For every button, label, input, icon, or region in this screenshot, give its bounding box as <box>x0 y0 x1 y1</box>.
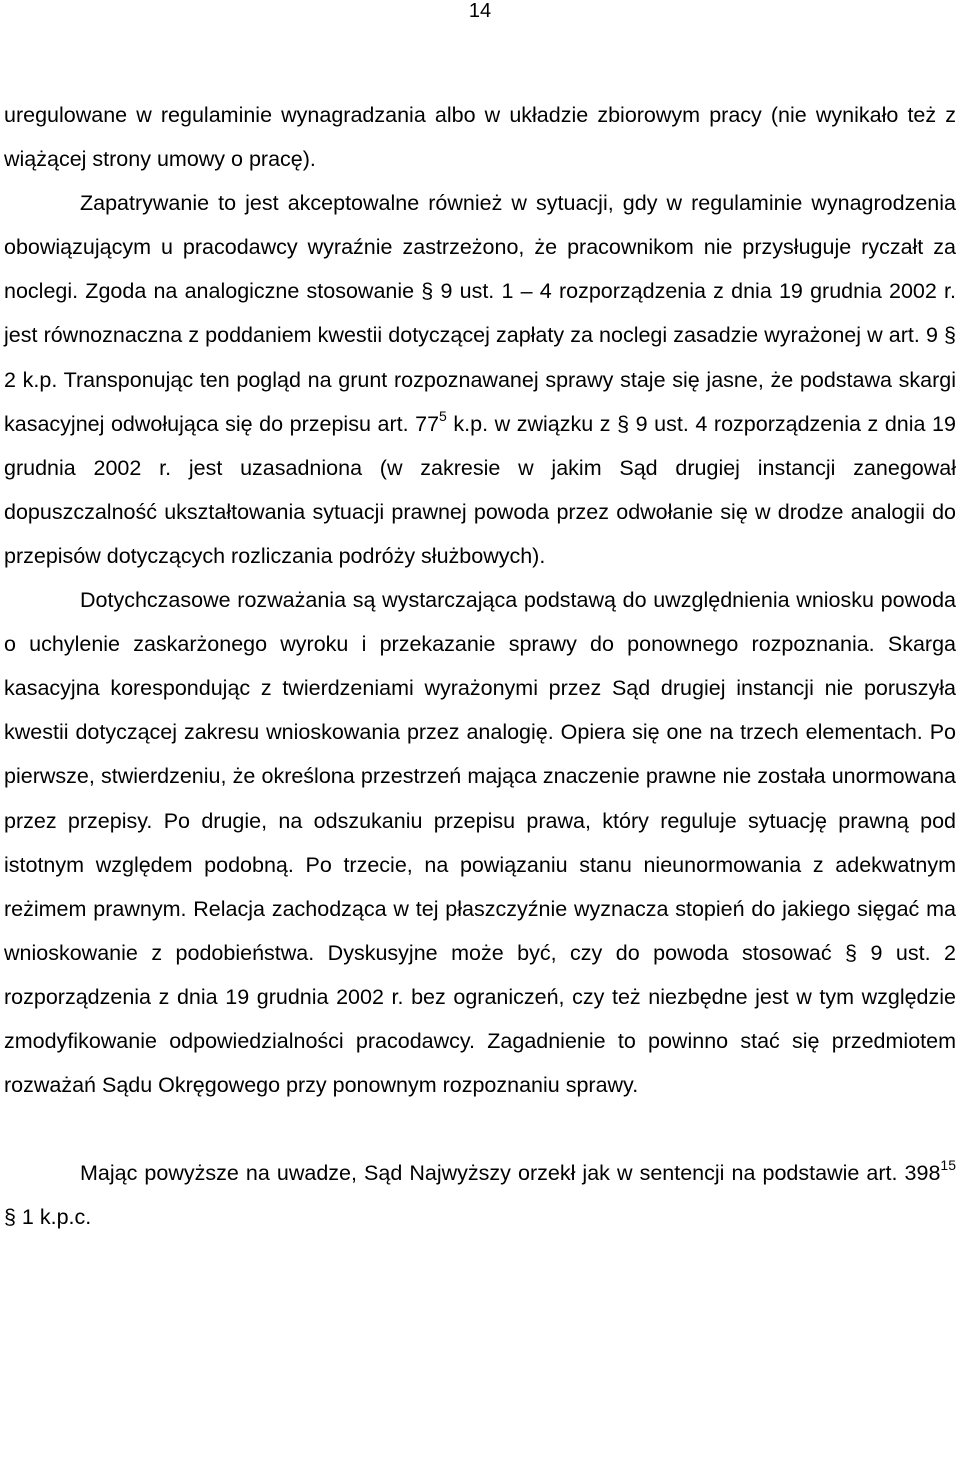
paragraph-3 <box>4 578 956 1107</box>
page-number: 14 <box>468 0 492 22</box>
paragraph-text: Zapatrywanie to jest akceptowalne również w sytuacji, gdy w regulaminie wynagrodzenia obowiązującym u pracodawcy wyraźnie zastrzeżono, że pracownikom nie przysługuje ryczałt za noclegi. Zgoda na analogiczne stosowanie § 9 ust. 1 – 4 rozporządzenia z dnia 19 grudnia 2002 r. jest równoznaczna z poddaniem kwestii dotyczącej zapłaty za noclegi zasadzie wyrażonej w art. 9 § 2 k.p. Transponując ten pogląd na grunt rozpoznawanej sprawy staje się jasne, że podstawa skargi kasacyjnej odwołująca się do przepisu art. 77 <box>4 191 956 436</box>
paragraph-text: k.p. w związku z § 9 ust. 4 rozporządzenia z dnia 19 grudnia 2002 r. jest uzasadniona (w zakresie w jakim Sąd drugiej instancji zanegował dopuszczalność ukształtowania sytuacji prawnej powoda przez odwołanie się w drodze analogii do przepisów dotyczących rozliczania podróży służbowych). <box>4 411 956 568</box>
paragraph-text: uregulowane w regulaminie wynagradzania albo w układzie zbiorowym pracy (nie wynikało też z wiążącej strony umowy o pracę). <box>4 103 956 172</box>
paragraph-4 <box>4 1151 956 1239</box>
superscript: 15 <box>940 1157 956 1174</box>
paragraph-text: Dotychczasowe rozważania są wystarczająca podstawą do uwzględnienia wniosku powoda o uchylenie zaskarżonego wyroku i przekazanie sprawy do ponownego rozpoznania. Skarga kasacyjna korespondując z twierdzeniami wyrażonymi przez Sąd drugiej instancji nie poruszyła kwestii dotyczącej zakresu wnioskowania przez analogię. Opiera się one na trzech elementach. Po pierwsze, stwierdzeniu, że określona przestrzeń mająca znaczenie prawne nie została unormowana przez przepisy. Po drugie, na odszukaniu przepisu prawa, który reguluje sytuację prawną pod istotnym względem podobną. Po trzecie, na powiązaniu stanu nieunormowania z adekwatnym reżimem prawnym. Relacja zachodząca w tej płaszczyźnie wyznacza stopień do jakiego sięgać ma wnioskowanie z podobieństwa. Dyskusyjne może być, czy do powoda stosować § 9 ust. 2 rozporządzenia z dnia 19 grudnia 2002 r. bez ograniczeń, czy też niezbędne jest w tym względzie zmodyfikowanie odpowiedzialności pracodawcy. Zagadnienie to powinno stać się przedmiotem rozważań Sądu Okręgowego przy ponownym rozpoznaniu sprawy. <box>4 588 956 1098</box>
document-body <box>4 93 956 1239</box>
paragraph-1 <box>4 93 956 181</box>
paragraph-text: Mając powyższe na uwadze, Sąd Najwyższy orzekł jak w sentencji na podstawie art. 398 <box>80 1161 941 1186</box>
superscript: 5 <box>439 407 447 424</box>
paragraph-2 <box>4 181 956 578</box>
paragraph-text: § 1 k.p.c. <box>4 1205 92 1230</box>
